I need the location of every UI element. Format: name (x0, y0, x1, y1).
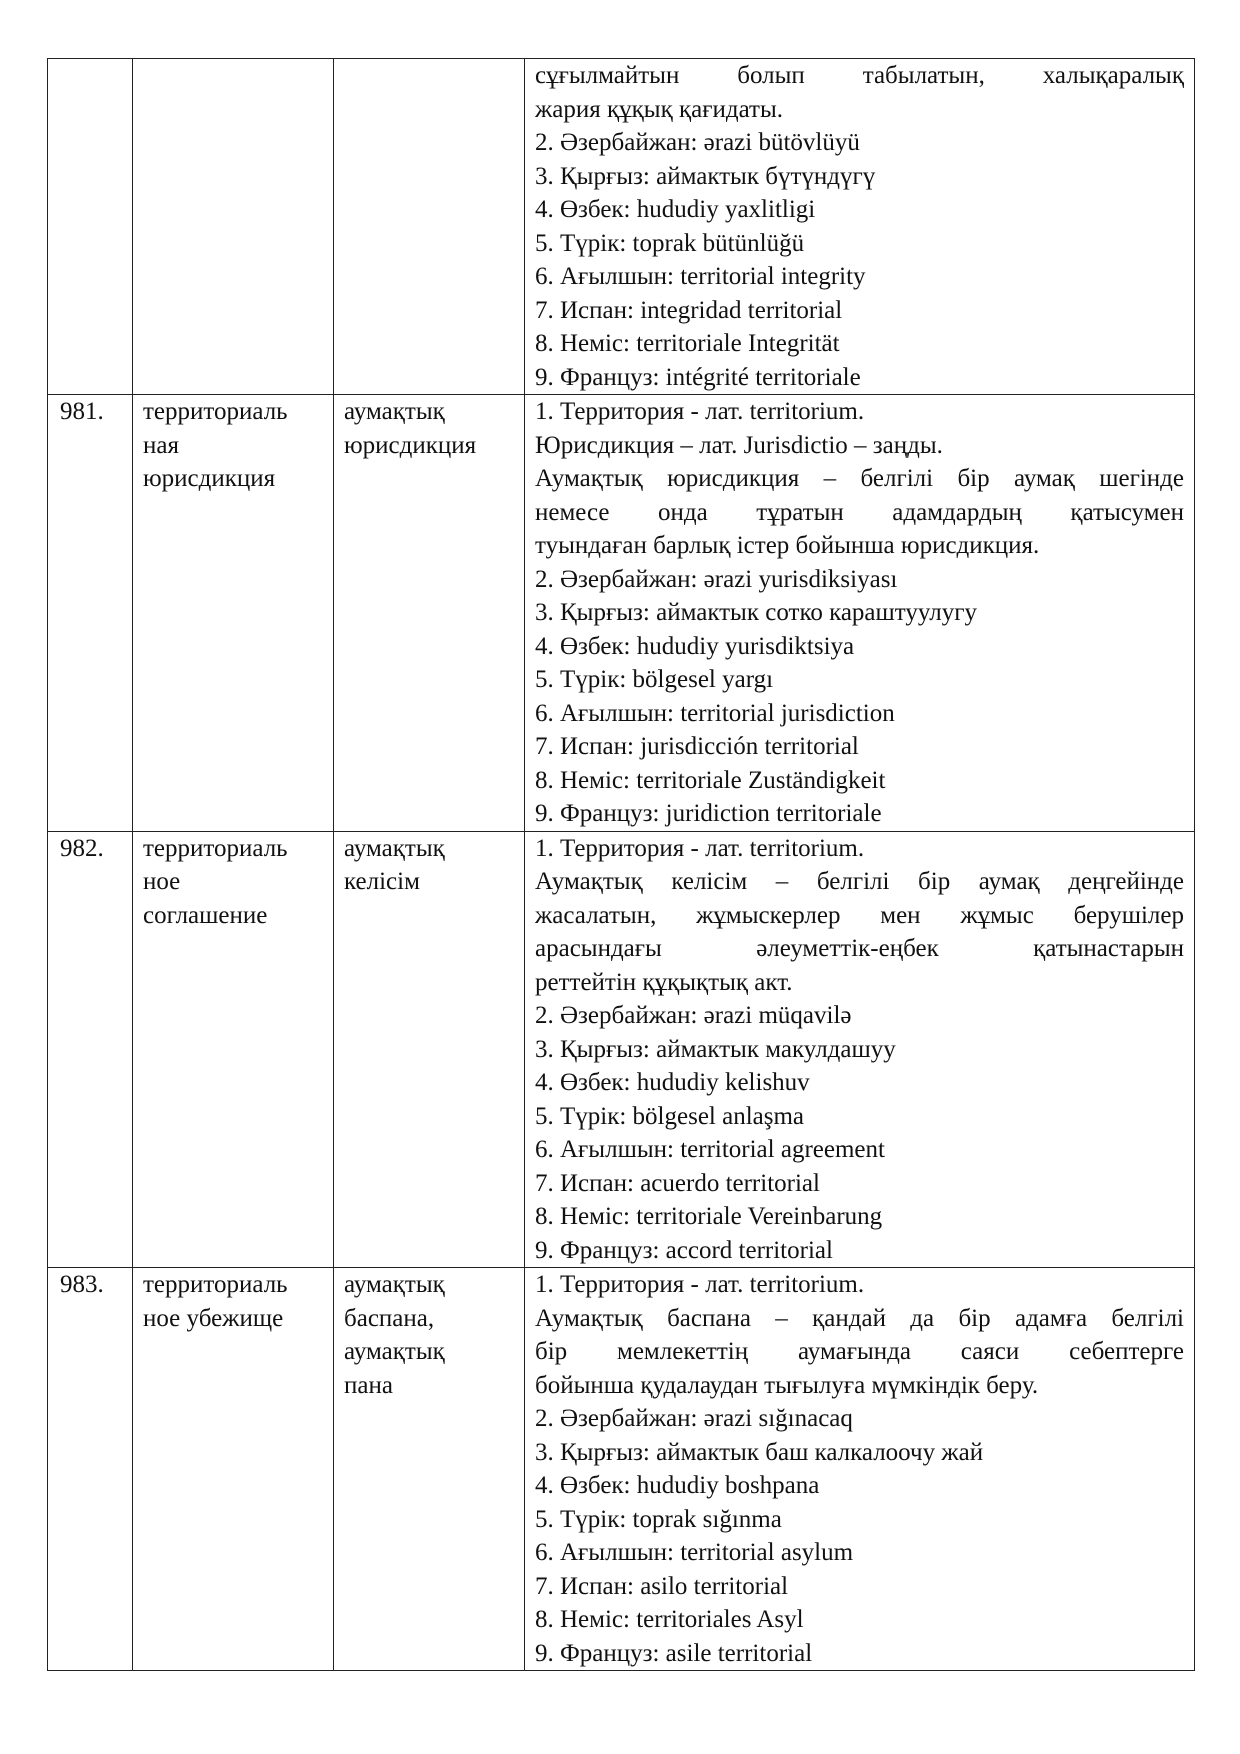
russian-term-line: территориаль (143, 1271, 288, 1298)
definition-line: жария құқық қағидаты. (535, 95, 783, 123)
table-row (48, 59, 1195, 395)
definition-line: жасалатын, жұмыскерлер мен жұмыс берушілер (535, 901, 1184, 929)
definition-line: сұғылмайтын болып табылатын, халықаралық (535, 62, 1184, 89)
russian-term-line: соглашение (143, 901, 268, 929)
definition-line: Аумақтық юрисдикция – белгілі бір аумақ шегінде (535, 465, 1184, 492)
entry-number: 982. (48, 831, 133, 1268)
definition-cell (525, 59, 1195, 395)
definition-line: 1. Территория - лат. territorium. (535, 834, 865, 862)
definition-line: 9. Француз: asile territorial (535, 1639, 813, 1667)
definition-line: 2. Әзербайжан: ərazi sığınacaq (535, 1405, 853, 1432)
definition-line: 3. Қырғыз: аймактык сотко караштуулугу (535, 599, 978, 626)
russian-term-line: территориаль (143, 834, 288, 862)
russian-term-line: территориаль (143, 398, 288, 425)
russian-term-line: ное убежище (143, 1304, 284, 1332)
definition-line: 2. Әзербайжан: ərazi bütövlüyü (535, 129, 860, 156)
entry-number: 983. (48, 1268, 133, 1671)
definition-line: 7. Испан: acuerdo territorial (535, 1169, 820, 1197)
kazakh-term-line: аумақтық (344, 1271, 445, 1298)
definition-line: 4. Өзбек: hududiy yurisdiktsiya (535, 632, 855, 660)
dictionary-table-body (48, 59, 1195, 1671)
definition-cell (525, 1268, 1195, 1671)
russian-term-cell (133, 395, 334, 832)
entry-number: 981. (48, 395, 133, 832)
definition-line: 8. Неміс: territoriales Asyl (535, 1606, 804, 1633)
definition-line: 8. Неміс: territoriale Zuständigkeit (535, 766, 886, 794)
kazakh-term-line: юрисдикция (344, 431, 477, 459)
table-row (48, 1268, 1195, 1671)
kazakh-term-line: келісім (344, 868, 420, 895)
russian-term-cell (133, 59, 334, 395)
entry-number (48, 59, 133, 395)
russian-term-cell (133, 831, 334, 1268)
definition-line: 3. Қырғыз: аймактык макулдашуу (535, 1035, 896, 1063)
definition-line: 9. Француз: juridiction territoriale (535, 800, 882, 827)
definition-cell (525, 395, 1195, 832)
definition-line: 3. Қырғыз: аймактык баш калкалоочу жай (535, 1438, 984, 1466)
definition-line: 2. Әзербайжан: ərazi müqavilə (535, 1002, 852, 1029)
russian-term-line: юрисдикция (143, 465, 276, 492)
russian-term-cell (133, 1268, 334, 1671)
definition-line: 9. Француз: accord territorial (535, 1236, 833, 1264)
definition-line: 8. Неміс: territoriale Integrität (535, 330, 840, 357)
definition-line: 6. Ағылшын: territorial agreement (535, 1136, 885, 1163)
definition-line: 3. Қырғыз: аймактык бүтүндүгү (535, 162, 876, 190)
definition-line: 6. Ағылшын: territorial integrity (535, 263, 866, 290)
definition-line: 5. Түрік: toprak sığınma (535, 1505, 782, 1533)
kazakh-term-cell (334, 59, 525, 395)
definition-line: 1. Территория - лат. territorium. (535, 398, 865, 425)
definition-line: 4. Өзбек: hududiy boshpana (535, 1472, 820, 1499)
definition-line: 5. Түрік: bölgesel yargı (535, 666, 774, 693)
kazakh-term-cell (334, 831, 525, 1268)
definition-line: бір мемлекеттің аумағында саяси себептерге (535, 1338, 1184, 1365)
definition-line: 1. Территория - лат. territorium. (535, 1271, 865, 1298)
definition-line: 8. Неміс: territoriale Vereinbarung (535, 1203, 883, 1230)
definition-line: 4. Өзбек: hududiy yaxlitligi (535, 196, 816, 223)
definition-line: 7. Испан: asilo territorial (535, 1572, 789, 1600)
definition-line: Юрисдикция – лат. Jurisdictio – заңды. (535, 431, 943, 459)
definition-line: бойынша қудалаудан тығылуға мүмкіндік беру. (535, 1371, 1039, 1399)
definition-line: реттейтін құқықтық акт. (535, 968, 793, 996)
russian-term-line: ное (143, 868, 181, 895)
definition-line: туындаған барлық істер бойынша юрисдикция. (535, 532, 1040, 559)
definition-line: 5. Түрік: toprak bütünlüğü (535, 229, 805, 257)
kazakh-term-cell (334, 1268, 525, 1671)
definition-line: 2. Әзербайжан: ərazi yurisdiksiyası (535, 565, 898, 593)
definition-line: 4. Өзбек: hududiy kelishuv (535, 1069, 810, 1096)
kazakh-term-line: аумақтық (344, 1338, 445, 1365)
russian-term-line: ная (143, 431, 179, 459)
definition-line: 6. Ағылшын: territorial asylum (535, 1539, 854, 1566)
definition-line: 7. Испан: integridad territorial (535, 296, 843, 324)
kazakh-term-line: пана (344, 1371, 393, 1399)
definition-line: арасындағы әлеуметтік-еңбек қатынастарын (535, 935, 1184, 962)
definition-cell (525, 831, 1195, 1268)
definition-line: 6. Ағылшын: territorial jurisdiction (535, 699, 895, 727)
definition-line: 9. Француз: intégrité territoriale (535, 363, 861, 391)
table-row (48, 395, 1195, 832)
definition-line: немесе онда тұратын адамдардың қатысумен (535, 498, 1184, 526)
kazakh-term-line: баспана, (344, 1304, 435, 1332)
definition-line: 7. Испан: jurisdicción territorial (535, 733, 859, 760)
definition-line: Аумақтық келісім – белгілі бір аумақ деңгейінде (535, 868, 1184, 895)
definition-line: Аумақтық баспана – қандай да бір адамға белгілі (535, 1304, 1184, 1332)
kazakh-term-line: аумақтық (344, 398, 445, 425)
definition-line: 5. Түрік: bölgesel anlaşma (535, 1102, 805, 1130)
dictionary-table (47, 58, 1195, 1671)
kazakh-term-line: аумақтық (344, 834, 445, 862)
table-row (48, 831, 1195, 1268)
kazakh-term-cell (334, 395, 525, 832)
